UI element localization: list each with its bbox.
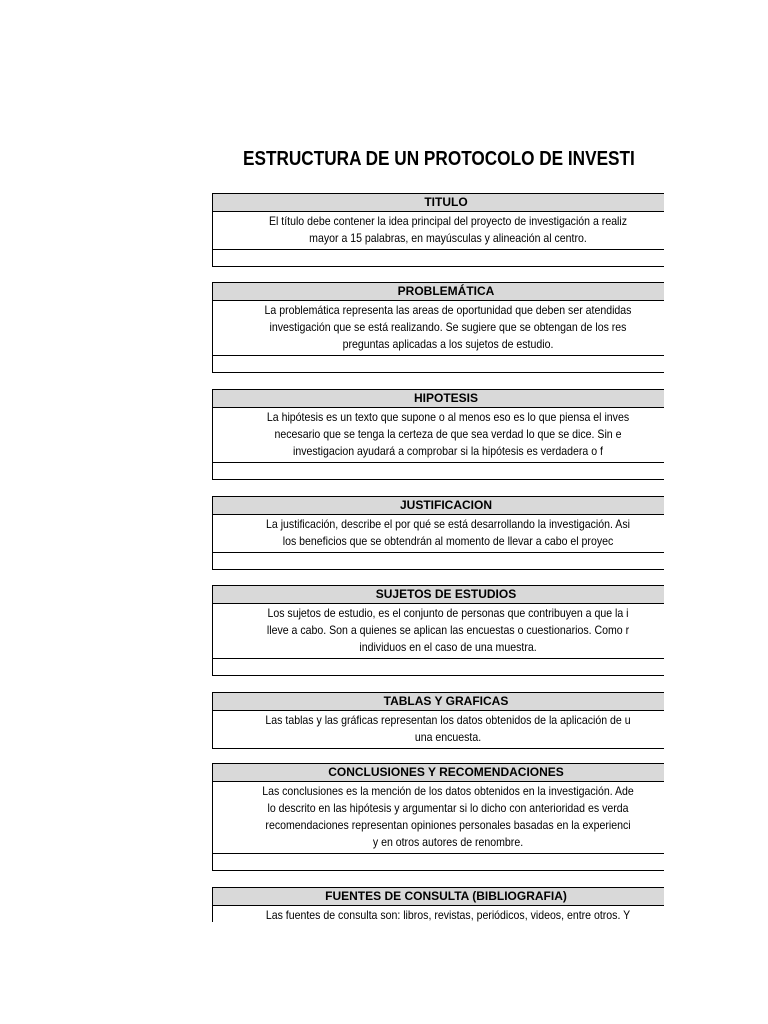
section-body — [213, 212, 664, 250]
section-body — [213, 711, 664, 749]
section-header: JUSTIFICACION — [213, 497, 664, 515]
body-line: individuos en el caso de una muestra. — [359, 640, 537, 654]
body-line: La justificación, describe el por qué se está desarrollando la investigación. Asi — [266, 517, 630, 531]
section-body — [213, 906, 664, 922]
body-line: investigación que se está realizando. Se sugiere que se obtengan de los res — [269, 320, 627, 334]
section-problematica — [212, 282, 664, 373]
body-line: Las fuentes de consulta son: libros, revistas, periódicos, videos, entre otros. Y — [265, 908, 631, 922]
section-body — [213, 515, 664, 553]
body-line: una encuesta. — [414, 730, 482, 744]
empty-row[interactable] — [213, 854, 664, 871]
section-header: FUENTES DE CONSULTA (BIBLIOGRAFIA) — [213, 888, 664, 906]
section-titulo — [212, 193, 664, 267]
section-hipotesis — [212, 389, 664, 480]
section-sujetos — [212, 585, 664, 676]
section-body — [213, 782, 664, 854]
body-line: los beneficios que se obtendrán al momento de llevar a cabo el proyec — [282, 534, 614, 548]
body-line: preguntas aplicadas a los sujetos de estudio. — [342, 337, 554, 351]
section-header: TITULO — [213, 194, 664, 212]
section-body — [213, 301, 664, 356]
body-line: Las conclusiones es la mención de los datos obtenidos en la investigación. Ade — [262, 784, 634, 798]
section-header: SUJETOS DE ESTUDIOS — [213, 586, 664, 604]
section-fuentes — [212, 887, 664, 922]
body-line: necesario que se tenga la certeza de que sea verdad lo que se dice. Sin e — [274, 427, 622, 441]
body-line: mayor a 15 palabras, en mayúsculas y alineación al centro. — [309, 231, 587, 245]
section-header: PROBLEMÁTICA — [213, 283, 664, 301]
body-line: La problemática representa las areas de oportunidad que deben ser atendidas — [264, 303, 632, 317]
section-header: HIPOTESIS — [213, 390, 664, 408]
body-line: lo descrito en las hipótesis y argumentar si lo dicho con anterioridad es verda — [267, 801, 629, 815]
body-line: La hipótesis es un texto que supone o al menos eso es lo que piensa el inves — [266, 410, 630, 424]
empty-row[interactable] — [213, 356, 664, 373]
section-header: CONCLUSIONES Y RECOMENDACIONES — [213, 764, 664, 782]
body-line: investigacion ayudará a comprobar si la hipótesis es verdadera o f — [293, 444, 603, 458]
section-body — [213, 408, 664, 463]
section-conclusiones — [212, 763, 664, 871]
empty-row[interactable] — [213, 463, 664, 480]
section-justificacion — [212, 496, 664, 570]
section-header: TABLAS Y GRAFICAS — [213, 693, 664, 711]
body-line: Las tablas y las gráficas representan los datos obtenidos de la aplicación de u — [265, 713, 631, 727]
body-line: y en otros autores de renombre. — [372, 835, 524, 849]
section-tablas — [212, 692, 664, 749]
body-line: recomendaciones representan opiniones personales basadas en la experienci — [265, 818, 631, 832]
body-line: El título debe contener la idea principal del proyecto de investigación a realiz — [268, 214, 628, 228]
empty-row[interactable] — [213, 250, 664, 267]
page-title: ESTRUCTURA DE UN PROTOCOLO DE INVESTI — [243, 148, 635, 170]
section-body — [213, 604, 664, 659]
body-line: Los sujetos de estudio, es el conjunto de personas que contribuyen a que la i — [267, 606, 629, 620]
empty-row[interactable] — [213, 659, 664, 676]
empty-row[interactable] — [213, 553, 664, 570]
body-line: lleve a cabo. Son a quienes se aplican las encuestas o cuestionarios. Como r — [266, 623, 630, 637]
